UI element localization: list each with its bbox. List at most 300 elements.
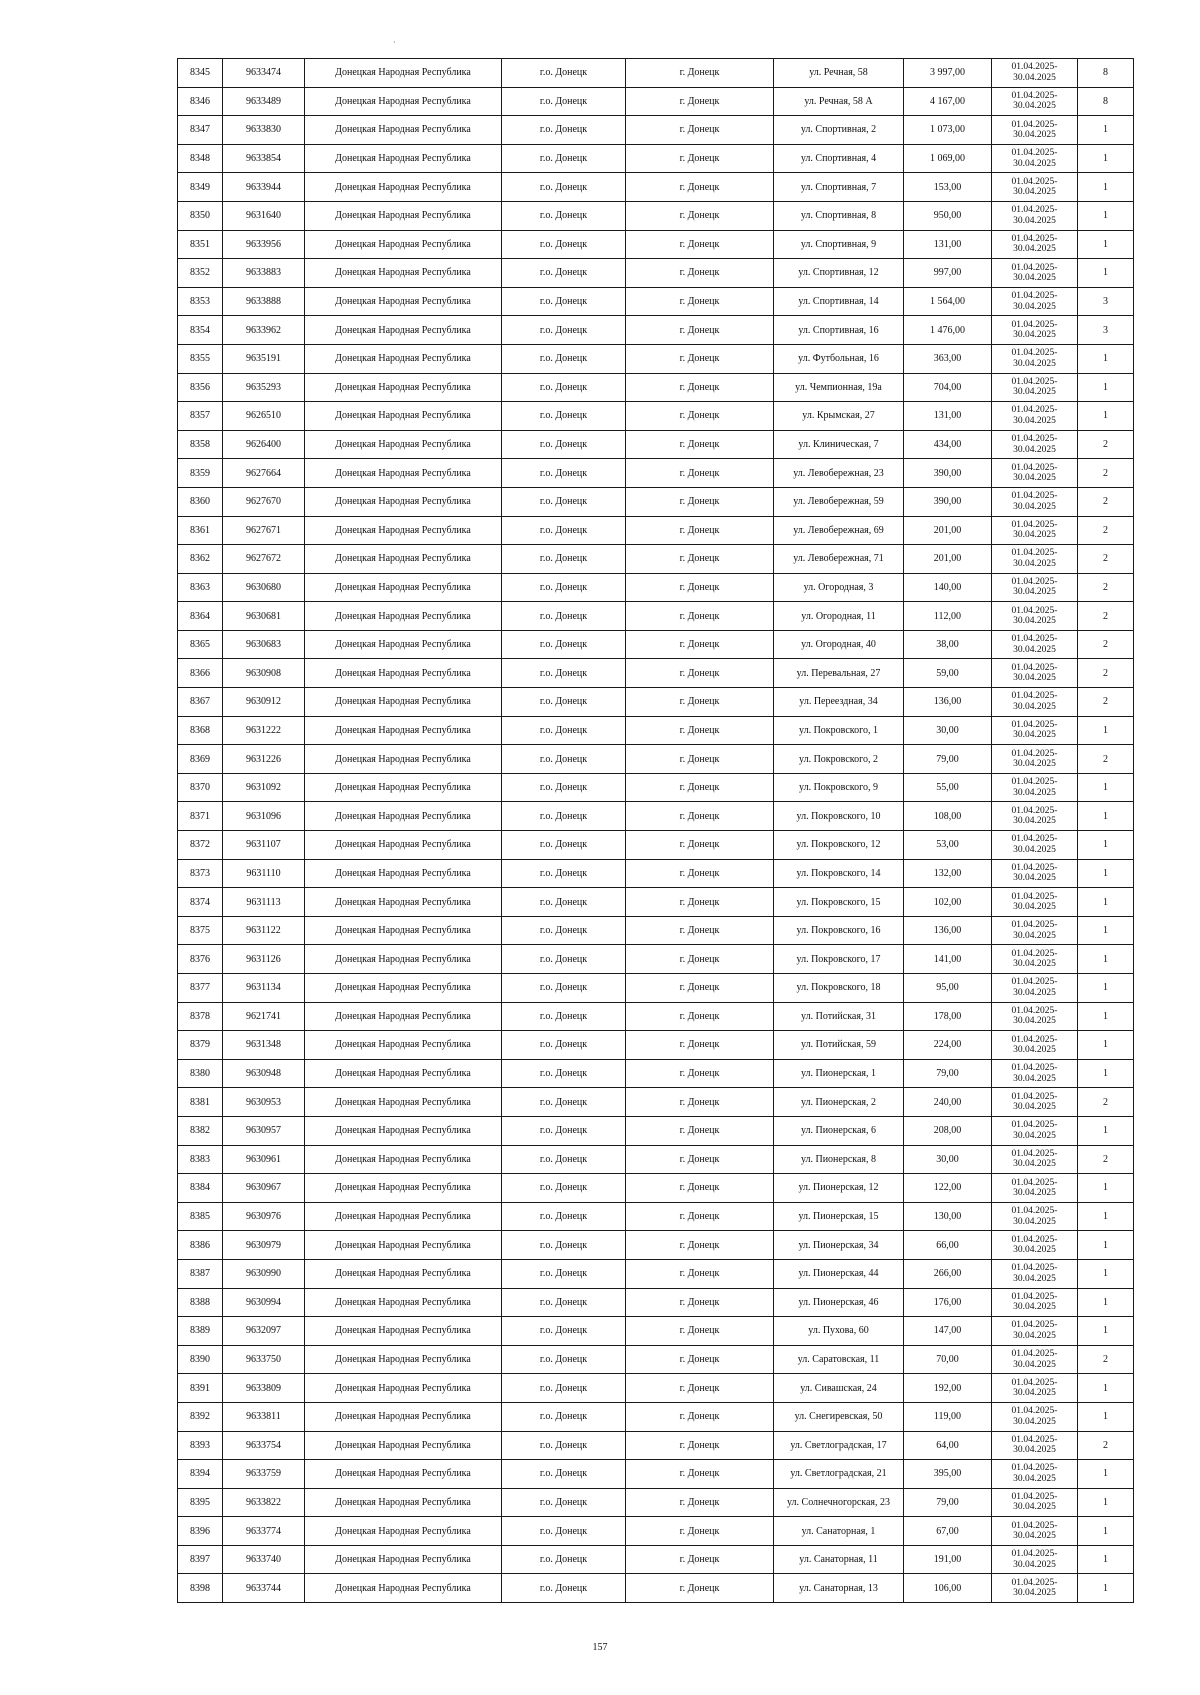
period-end: 30.04.2025: [1013, 1044, 1056, 1055]
page-number: 157: [592, 1642, 608, 1653]
period-end: 30.04.2025: [1013, 1330, 1056, 1341]
city-cell: г. Донецк: [626, 1031, 774, 1060]
period-start: 01.04.2025-: [1011, 1377, 1058, 1388]
object-id: 9633489: [223, 87, 305, 116]
period-start: 01.04.2025-: [1011, 1034, 1058, 1045]
period-cell: [992, 1231, 1078, 1260]
city-cell: г. Донецк: [626, 1517, 774, 1546]
object-id: 9633854: [223, 144, 305, 173]
period-end: 30.04.2025: [1013, 902, 1056, 913]
region-cell: Донецкая Народная Республика: [305, 487, 502, 516]
city-cell: г. Донецк: [626, 316, 774, 345]
table-row: [178, 1174, 1134, 1203]
row-number: 8392: [178, 1402, 223, 1431]
count-cell: 1: [1078, 859, 1134, 888]
object-id: 9633744: [223, 1574, 305, 1603]
object-id: 9630953: [223, 1088, 305, 1117]
period-start: 01.04.2025-: [1011, 977, 1058, 988]
object-id: 9631092: [223, 773, 305, 802]
period-end: 30.04.2025: [1013, 358, 1056, 369]
table-row: [178, 916, 1134, 945]
city-cell: г. Донецк: [626, 1145, 774, 1174]
city-cell: г. Донецк: [626, 1460, 774, 1489]
district-cell: г.о. Донецк: [502, 1317, 626, 1346]
amount-cell: 141,00: [904, 945, 992, 974]
object-id: 9631126: [223, 945, 305, 974]
period-cell: [992, 1488, 1078, 1517]
district-cell: г.о. Донецк: [502, 259, 626, 288]
city-cell: г. Донецк: [626, 888, 774, 917]
period-start: 01.04.2025-: [1011, 62, 1058, 73]
city-cell: г. Донецк: [626, 1288, 774, 1317]
row-number: 8397: [178, 1545, 223, 1574]
period-cell: [992, 1317, 1078, 1346]
row-number: 8364: [178, 602, 223, 631]
period-start: 01.04.2025-: [1011, 891, 1058, 902]
table-row: [178, 688, 1134, 717]
city-cell: г. Донецк: [626, 545, 774, 574]
object-id: 9633754: [223, 1431, 305, 1460]
row-number: 8368: [178, 716, 223, 745]
table-row: [178, 1374, 1134, 1403]
row-number: 8366: [178, 659, 223, 688]
address-cell: ул. Потийская, 31: [774, 1002, 904, 1031]
district-cell: г.о. Донецк: [502, 602, 626, 631]
object-id: 9633956: [223, 230, 305, 259]
amount-cell: 1 073,00: [904, 116, 992, 145]
period-start: 01.04.2025-: [1011, 1263, 1058, 1274]
period-end: 30.04.2025: [1013, 215, 1056, 226]
address-cell: ул. Покровского, 16: [774, 916, 904, 945]
count-cell: 1: [1078, 173, 1134, 202]
region-cell: Донецкая Народная Республика: [305, 773, 502, 802]
period-cell: [992, 1402, 1078, 1431]
district-cell: г.о. Донецк: [502, 688, 626, 717]
district-cell: г.о. Донецк: [502, 1545, 626, 1574]
period-start: 01.04.2025-: [1011, 748, 1058, 759]
district-cell: г.о. Донецк: [502, 1031, 626, 1060]
period-end: 30.04.2025: [1013, 1302, 1056, 1313]
amount-cell: 3 997,00: [904, 59, 992, 88]
row-number: 8395: [178, 1488, 223, 1517]
object-id: 9635191: [223, 344, 305, 373]
period-end: 30.04.2025: [1013, 1187, 1056, 1198]
region-cell: Донецкая Народная Республика: [305, 1517, 502, 1546]
row-number: 8386: [178, 1231, 223, 1260]
object-id: 9630908: [223, 659, 305, 688]
region-cell: Донецкая Народная Республика: [305, 1059, 502, 1088]
address-cell: ул. Покровского, 2: [774, 745, 904, 774]
period-end: 30.04.2025: [1013, 272, 1056, 283]
district-cell: г.о. Донецк: [502, 1431, 626, 1460]
period-end: 30.04.2025: [1013, 1216, 1056, 1227]
table-row: [178, 144, 1134, 173]
period-start: 01.04.2025-: [1011, 1349, 1058, 1360]
period-cell: [992, 1345, 1078, 1374]
object-id: 9630961: [223, 1145, 305, 1174]
district-cell: г.о. Донецк: [502, 1002, 626, 1031]
object-id: 9631134: [223, 974, 305, 1003]
period-cell: [992, 316, 1078, 345]
amount-cell: 131,00: [904, 230, 992, 259]
count-cell: 1: [1078, 201, 1134, 230]
count-cell: 2: [1078, 745, 1134, 774]
address-cell: ул. Огородная, 40: [774, 630, 904, 659]
region-cell: Донецкая Народная Республика: [305, 1088, 502, 1117]
row-number: 8387: [178, 1259, 223, 1288]
address-cell: ул. Пионерская, 2: [774, 1088, 904, 1117]
period-start: 01.04.2025-: [1011, 519, 1058, 530]
district-cell: г.о. Донецк: [502, 1374, 626, 1403]
city-cell: г. Донецк: [626, 916, 774, 945]
table-row: [178, 1517, 1134, 1546]
object-id: 9627670: [223, 487, 305, 516]
amount-cell: 1 069,00: [904, 144, 992, 173]
region-cell: Донецкая Народная Республика: [305, 259, 502, 288]
amount-cell: 79,00: [904, 745, 992, 774]
amount-cell: 59,00: [904, 659, 992, 688]
object-id: 9630681: [223, 602, 305, 631]
row-number: 8391: [178, 1374, 223, 1403]
period-cell: [992, 344, 1078, 373]
object-id: 9630957: [223, 1116, 305, 1145]
period-start: 01.04.2025-: [1011, 1091, 1058, 1102]
region-cell: Донецкая Народная Республика: [305, 1402, 502, 1431]
row-number: 8382: [178, 1116, 223, 1145]
period-end: 30.04.2025: [1013, 1445, 1056, 1456]
table-row: [178, 1288, 1134, 1317]
city-cell: г. Донецк: [626, 1345, 774, 1374]
period-end: 30.04.2025: [1013, 187, 1056, 198]
period-end: 30.04.2025: [1013, 673, 1056, 684]
period-end: 30.04.2025: [1013, 1473, 1056, 1484]
object-id: 9633740: [223, 1545, 305, 1574]
address-cell: ул. Пионерская, 6: [774, 1116, 904, 1145]
region-cell: Донецкая Народная Республика: [305, 1374, 502, 1403]
object-id: 9627672: [223, 545, 305, 574]
table-row: [178, 459, 1134, 488]
count-cell: 2: [1078, 602, 1134, 631]
city-cell: г. Донецк: [626, 688, 774, 717]
count-cell: 2: [1078, 545, 1134, 574]
count-cell: 2: [1078, 516, 1134, 545]
city-cell: г. Донецк: [626, 602, 774, 631]
table-row: [178, 1431, 1134, 1460]
count-cell: 2: [1078, 688, 1134, 717]
count-cell: 1: [1078, 888, 1134, 917]
period-start: 01.04.2025-: [1011, 176, 1058, 187]
address-cell: ул. Левобережная, 59: [774, 487, 904, 516]
region-cell: Донецкая Народная Республика: [305, 1431, 502, 1460]
city-cell: г. Донецк: [626, 1116, 774, 1145]
district-cell: г.о. Донецк: [502, 373, 626, 402]
region-cell: Донецкая Народная Республика: [305, 802, 502, 831]
table-row: [178, 116, 1134, 145]
address-cell: ул. Футбольная, 16: [774, 344, 904, 373]
address-cell: ул. Санаторная, 13: [774, 1574, 904, 1603]
period-cell: [992, 287, 1078, 316]
amount-cell: 176,00: [904, 1288, 992, 1317]
amount-cell: 30,00: [904, 716, 992, 745]
period-start: 01.04.2025-: [1011, 233, 1058, 244]
period-cell: [992, 1059, 1078, 1088]
period-end: 30.04.2025: [1013, 72, 1056, 83]
period-start: 01.04.2025-: [1011, 1406, 1058, 1417]
table-row: [178, 287, 1134, 316]
period-end: 30.04.2025: [1013, 1388, 1056, 1399]
amount-cell: 997,00: [904, 259, 992, 288]
district-cell: г.о. Донецк: [502, 1116, 626, 1145]
row-number: 8353: [178, 287, 223, 316]
table-row: [178, 373, 1134, 402]
address-cell: ул. Покровского, 18: [774, 974, 904, 1003]
region-cell: Донецкая Народная Республика: [305, 316, 502, 345]
period-cell: [992, 602, 1078, 631]
amount-cell: 208,00: [904, 1116, 992, 1145]
period-cell: [992, 230, 1078, 259]
table-row: [178, 230, 1134, 259]
district-cell: г.о. Донецк: [502, 659, 626, 688]
scan-speck: ·: [393, 38, 396, 47]
period-end: 30.04.2025: [1013, 415, 1056, 426]
row-number: 8358: [178, 430, 223, 459]
count-cell: 2: [1078, 573, 1134, 602]
address-cell: ул. Саратовская, 11: [774, 1345, 904, 1374]
period-cell: [992, 1088, 1078, 1117]
address-cell: ул. Спортивная, 4: [774, 144, 904, 173]
city-cell: г. Донецк: [626, 716, 774, 745]
object-id: 9633759: [223, 1460, 305, 1489]
period-end: 30.04.2025: [1013, 1102, 1056, 1113]
region-cell: Донецкая Народная Республика: [305, 573, 502, 602]
period-start: 01.04.2025-: [1011, 720, 1058, 731]
period-cell: [992, 373, 1078, 402]
row-number: 8370: [178, 773, 223, 802]
period-cell: [992, 1460, 1078, 1489]
district-cell: г.о. Донецк: [502, 1460, 626, 1489]
period-end: 30.04.2025: [1013, 730, 1056, 741]
object-id: 9630680: [223, 573, 305, 602]
period-end: 30.04.2025: [1013, 930, 1056, 941]
city-cell: г. Донецк: [626, 1374, 774, 1403]
address-cell: ул. Пионерская, 8: [774, 1145, 904, 1174]
object-id: 9630990: [223, 1259, 305, 1288]
address-cell: ул. Пионерская, 44: [774, 1259, 904, 1288]
period-cell: [992, 1002, 1078, 1031]
district-cell: г.о. Донецк: [502, 1202, 626, 1231]
region-cell: Донецкая Народная Республика: [305, 1545, 502, 1574]
object-id: 9631110: [223, 859, 305, 888]
count-cell: 2: [1078, 430, 1134, 459]
address-cell: ул. Пухова, 60: [774, 1317, 904, 1346]
period-cell: [992, 430, 1078, 459]
period-start: 01.04.2025-: [1011, 1234, 1058, 1245]
period-start: 01.04.2025-: [1011, 291, 1058, 302]
address-cell: ул. Покровского, 10: [774, 802, 904, 831]
period-start: 01.04.2025-: [1011, 434, 1058, 445]
period-cell: [992, 87, 1078, 116]
count-cell: 1: [1078, 116, 1134, 145]
table-row: [178, 573, 1134, 602]
city-cell: г. Донецк: [626, 430, 774, 459]
district-cell: г.о. Донецк: [502, 516, 626, 545]
region-cell: Донецкая Народная Республика: [305, 688, 502, 717]
city-cell: г. Донецк: [626, 259, 774, 288]
region-cell: Донецкая Народная Республика: [305, 1002, 502, 1031]
amount-cell: 153,00: [904, 173, 992, 202]
region-cell: Донецкая Народная Республика: [305, 1574, 502, 1603]
count-cell: 2: [1078, 459, 1134, 488]
period-start: 01.04.2025-: [1011, 1063, 1058, 1074]
city-cell: г. Донецк: [626, 230, 774, 259]
district-cell: г.о. Донецк: [502, 916, 626, 945]
row-number: 8361: [178, 516, 223, 545]
city-cell: г. Донецк: [626, 1002, 774, 1031]
row-number: 8352: [178, 259, 223, 288]
address-cell: ул. Солнечногорская, 23: [774, 1488, 904, 1517]
amount-cell: 95,00: [904, 974, 992, 1003]
table-row: [178, 1202, 1134, 1231]
count-cell: 3: [1078, 316, 1134, 345]
table-row: [178, 630, 1134, 659]
period-end: 30.04.2025: [1013, 1531, 1056, 1542]
count-cell: 1: [1078, 802, 1134, 831]
period-start: 01.04.2025-: [1011, 1520, 1058, 1531]
table-row: [178, 1259, 1134, 1288]
count-cell: 1: [1078, 1259, 1134, 1288]
amount-cell: 119,00: [904, 1402, 992, 1431]
period-start: 01.04.2025-: [1011, 805, 1058, 816]
address-cell: ул. Речная, 58: [774, 59, 904, 88]
table-row: [178, 802, 1134, 831]
address-cell: ул. Санаторная, 1: [774, 1517, 904, 1546]
count-cell: 1: [1078, 1174, 1134, 1203]
table-row: [178, 888, 1134, 917]
district-cell: г.о. Донецк: [502, 630, 626, 659]
district-cell: г.о. Донецк: [502, 1259, 626, 1288]
period-start: 01.04.2025-: [1011, 548, 1058, 559]
address-cell: ул. Пионерская, 12: [774, 1174, 904, 1203]
table-row: [178, 1116, 1134, 1145]
count-cell: 1: [1078, 144, 1134, 173]
city-cell: г. Донецк: [626, 831, 774, 860]
city-cell: г. Донецк: [626, 173, 774, 202]
amount-cell: 390,00: [904, 459, 992, 488]
object-id: 9633830: [223, 116, 305, 145]
table-row: [178, 859, 1134, 888]
period-start: 01.04.2025-: [1011, 148, 1058, 159]
amount-cell: 178,00: [904, 1002, 992, 1031]
count-cell: 1: [1078, 974, 1134, 1003]
period-end: 30.04.2025: [1013, 1359, 1056, 1370]
region-cell: Донецкая Народная Республика: [305, 1345, 502, 1374]
amount-cell: 67,00: [904, 1517, 992, 1546]
object-id: 9626510: [223, 402, 305, 431]
address-cell: ул. Покровского, 12: [774, 831, 904, 860]
address-cell: ул. Покровского, 15: [774, 888, 904, 917]
amount-cell: 950,00: [904, 201, 992, 230]
region-cell: Донецкая Народная Республика: [305, 745, 502, 774]
address-cell: ул. Сивашская, 24: [774, 1374, 904, 1403]
period-cell: [992, 773, 1078, 802]
row-number: 8356: [178, 373, 223, 402]
period-start: 01.04.2025-: [1011, 262, 1058, 273]
object-id: 9633774: [223, 1517, 305, 1546]
city-cell: г. Донецк: [626, 630, 774, 659]
period-cell: [992, 1374, 1078, 1403]
address-cell: ул. Пионерская, 34: [774, 1231, 904, 1260]
period-end: 30.04.2025: [1013, 330, 1056, 341]
period-start: 01.04.2025-: [1011, 462, 1058, 473]
region-cell: Донецкая Народная Республика: [305, 1031, 502, 1060]
period-cell: [992, 945, 1078, 974]
region-cell: Донецкая Народная Республика: [305, 1202, 502, 1231]
district-cell: г.о. Донецк: [502, 1088, 626, 1117]
region-cell: Донецкая Народная Республика: [305, 230, 502, 259]
row-number: 8348: [178, 144, 223, 173]
row-number: 8346: [178, 87, 223, 116]
region-cell: Донецкая Народная Республика: [305, 116, 502, 145]
count-cell: 2: [1078, 630, 1134, 659]
table-row: [178, 87, 1134, 116]
city-cell: г. Донецк: [626, 745, 774, 774]
row-number: 8384: [178, 1174, 223, 1203]
address-cell: ул. Спортивная, 14: [774, 287, 904, 316]
table-row: [178, 259, 1134, 288]
count-cell: 1: [1078, 373, 1134, 402]
period-end: 30.04.2025: [1013, 387, 1056, 398]
city-cell: г. Донецк: [626, 1431, 774, 1460]
period-end: 30.04.2025: [1013, 959, 1056, 970]
row-number: 8371: [178, 802, 223, 831]
amount-cell: 132,00: [904, 859, 992, 888]
row-number: 8398: [178, 1574, 223, 1603]
table-row: [178, 1031, 1134, 1060]
region-cell: Донецкая Народная Республика: [305, 1288, 502, 1317]
row-number: 8388: [178, 1288, 223, 1317]
address-cell: ул. Переездная, 34: [774, 688, 904, 717]
address-cell: ул. Пионерская, 15: [774, 1202, 904, 1231]
district-cell: г.о. Донецк: [502, 316, 626, 345]
count-cell: 1: [1078, 1402, 1134, 1431]
district-cell: г.о. Донецк: [502, 1517, 626, 1546]
region-cell: Донецкая Народная Республика: [305, 545, 502, 574]
city-cell: г. Донецк: [626, 1088, 774, 1117]
period-cell: [992, 59, 1078, 88]
amount-cell: 140,00: [904, 573, 992, 602]
count-cell: 1: [1078, 1317, 1134, 1346]
table-row: [178, 659, 1134, 688]
object-id: 9631122: [223, 916, 305, 945]
region-cell: Донецкая Народная Республика: [305, 173, 502, 202]
table-row: [178, 430, 1134, 459]
period-end: 30.04.2025: [1013, 1273, 1056, 1284]
district-cell: г.о. Донецк: [502, 173, 626, 202]
amount-cell: 434,00: [904, 430, 992, 459]
period-end: 30.04.2025: [1013, 1130, 1056, 1141]
table-row: [178, 1145, 1134, 1174]
row-number: 8376: [178, 945, 223, 974]
row-number: 8375: [178, 916, 223, 945]
amount-cell: 704,00: [904, 373, 992, 402]
period-start: 01.04.2025-: [1011, 1120, 1058, 1131]
row-number: 8354: [178, 316, 223, 345]
period-cell: [992, 1545, 1078, 1574]
object-id: 9631107: [223, 831, 305, 860]
period-cell: [992, 116, 1078, 145]
address-cell: ул. Перевальная, 27: [774, 659, 904, 688]
row-number: 8345: [178, 59, 223, 88]
